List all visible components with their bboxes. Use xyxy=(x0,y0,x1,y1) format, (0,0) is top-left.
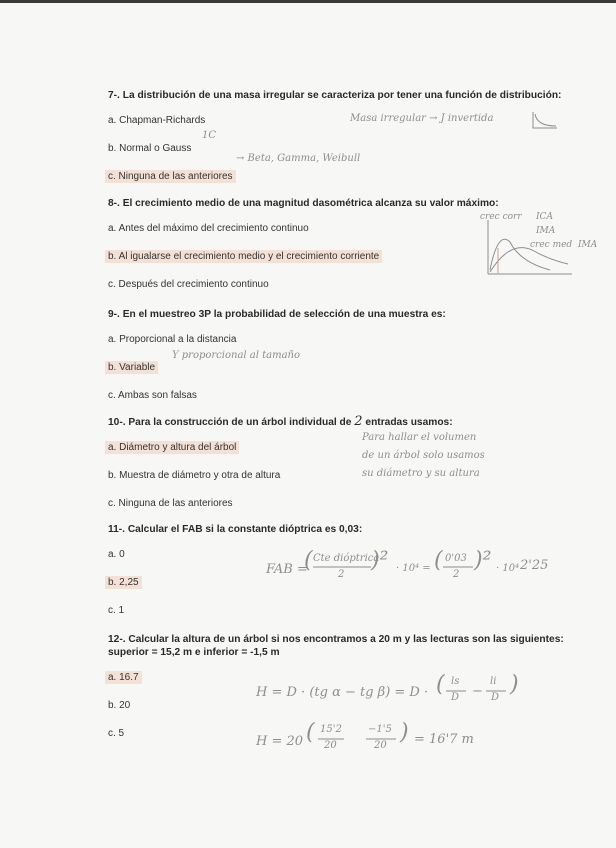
question-11-option-c: c. 1 xyxy=(108,605,125,616)
question-10-option-b: b. Muestra de diámetro y otra de altura xyxy=(108,470,281,481)
question-10-title-pre: 10-. Para la construcción de un árbol individual de xyxy=(108,417,352,428)
fab-formula-den-2: 2 xyxy=(453,569,460,580)
height-formula-1-den-1: D xyxy=(451,692,460,703)
question-11-option-a: a. 0 xyxy=(108,549,125,560)
question-7-note-c: → Beta, Gamma, Weibull xyxy=(236,153,361,164)
height-formula-2-result: = 16'7 m xyxy=(414,732,474,747)
question-7-option-b: b. Normal o Gauss xyxy=(108,143,192,154)
fab-paren-close-1: )² xyxy=(371,548,389,573)
fab-formula-mid: · 10⁴ = xyxy=(396,563,431,574)
question-12-option-b: b. 20 xyxy=(108,700,131,711)
question-7-option-a: a. Chapman-Richards xyxy=(108,115,206,126)
height-formula-2-paren-open: ( xyxy=(306,720,315,745)
fab-formula-num-2: 0'03 xyxy=(445,553,467,564)
fab-fraction-bar-1 xyxy=(313,566,371,568)
question-10-note-line-3: su diámetro y su altura xyxy=(362,468,480,479)
question-10-note-line-2: de un árbol solo usamos xyxy=(362,450,485,461)
fab-result: 2'25 xyxy=(520,558,549,573)
height-formula-2-den-2: 20 xyxy=(374,740,387,751)
height-formula-1-paren-open: ( xyxy=(436,672,445,697)
sketch-label-crec-corr: crec corr xyxy=(480,212,522,222)
sketch-label-ima-1: IMA xyxy=(536,226,556,236)
height-formula-1-paren-close: ) xyxy=(510,672,519,697)
question-10-option-a: a. Diámetro y altura del árbol xyxy=(105,441,239,454)
question-7-note-right: Masa irregular → J invertida xyxy=(350,113,494,124)
height-formula-1-num-2: li xyxy=(490,676,497,687)
height-formula-1-num-1: ls xyxy=(451,676,460,687)
fab-paren-open-2: ( xyxy=(434,548,443,573)
sketch-label-ica: ICA xyxy=(536,212,553,222)
fab-formula-num-1: Cte dióptrica xyxy=(313,553,380,564)
sketch-label-crec-med: crec med xyxy=(530,240,573,250)
fab-paren-open-1: ( xyxy=(304,548,313,573)
question-8-option-b: b. Al igualarse el crecimiento medio y el crecimiento corriente xyxy=(105,250,382,263)
question-7-title: 7-. La distribución de una masa irregular se caracteriza por tener una función de distribución: xyxy=(108,90,562,101)
question-11-option-b: b. 2,25 xyxy=(105,576,142,589)
question-10-note-line-1: Para hallar el volumen xyxy=(362,432,477,443)
fab-paren-close-2: )² xyxy=(474,548,492,573)
question-9-option-a: a. Proporcional a la distancia xyxy=(108,334,237,345)
question-8-option-c: c. Después del crecimiento continuo xyxy=(108,279,269,290)
height-formula-2-den-1: 20 xyxy=(324,740,337,751)
sketch-label-ima-2: IMA xyxy=(578,240,598,250)
question-7-option-c: c. Ninguna de las anteriores xyxy=(105,170,236,183)
question-8-option-a: a. Antes del máximo del crecimiento continuo xyxy=(108,223,309,234)
question-10-title-post: entradas usamos: xyxy=(365,417,453,428)
question-9-title: 9-. En el muestreo 3P la probabilidad de selección de una muestra es: xyxy=(108,309,446,320)
fab-formula-den-1: 2 xyxy=(338,569,345,580)
question-10-title-number: 2 xyxy=(354,414,363,429)
question-8-title: 8-. El crecimiento medio de una magnitud dasométrica alcanza su valor máximo: xyxy=(108,198,499,209)
question-10-option-c: c. Ninguna de las anteriores xyxy=(108,498,233,509)
height-formula-2-paren-close: ) xyxy=(400,720,409,745)
question-9-note-b: Y proporcional al tamaño xyxy=(172,350,301,361)
height-formula-1-lhs: H = D · (tg α − tg β) = D · xyxy=(256,685,429,700)
j-curve-sketch xyxy=(530,110,560,132)
question-7 xyxy=(108,90,562,184)
page-top-edge xyxy=(0,0,616,3)
height-formula-1-minus: − xyxy=(472,684,483,699)
question-9-option-c: c. Ambas son falsas xyxy=(108,390,197,401)
question-12-option-a: a. 16.7 xyxy=(105,671,142,684)
fab-fraction-bar-2 xyxy=(443,566,473,568)
height-formula-2-num-2: −1'5 xyxy=(368,724,392,735)
question-10-title xyxy=(108,414,548,429)
question-11-title: 11-. Calcular el FAB si la constante dióptrica es 0,03: xyxy=(108,524,363,535)
height-formula-1-den-2: D xyxy=(491,692,500,703)
question-12-title: 12-. Calcular la altura de un árbol si nos encontramos a 20 m y las lecturas son las siguientes: xyxy=(108,634,564,645)
question-9-option-b: b. Variable xyxy=(105,361,158,374)
question-7-note-b: 1C xyxy=(202,130,217,141)
question-10 xyxy=(108,414,548,511)
fab-formula-end: · 10⁴ xyxy=(496,563,520,574)
height-formula-2-lhs: H = 20 xyxy=(256,734,304,749)
question-12-option-c: c. 5 xyxy=(108,728,125,739)
height-formula-2-num-1: 15'2 xyxy=(320,724,342,735)
fab-formula-lhs: FAB = xyxy=(266,562,308,577)
question-12-title-2: superior = 15,2 m e inferior = -1,5 m xyxy=(108,647,280,658)
